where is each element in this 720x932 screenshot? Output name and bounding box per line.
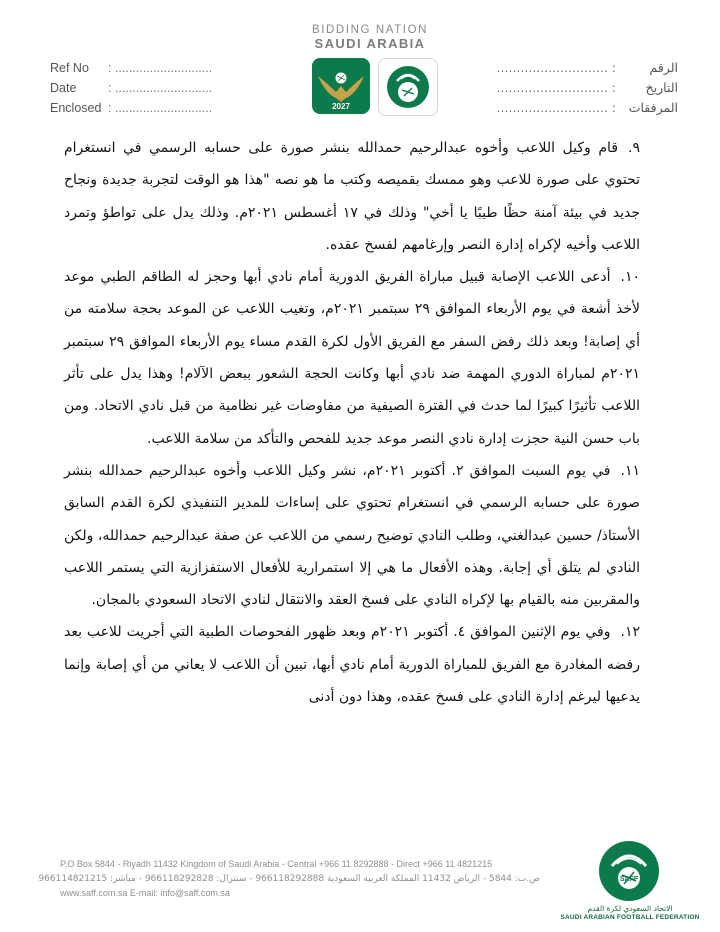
paragraph-12 xyxy=(64,616,640,713)
paragraph-number: ١١. xyxy=(620,462,640,479)
footer-address-arabic: ص.ب: 5844 - الرياض 11432 المملكة العربية السعودية 966118292888 - سنترال: 966118292828 - مباشر: 966114821215 xyxy=(38,873,540,884)
saff-small-logo xyxy=(378,58,438,116)
date-label: Date xyxy=(50,81,77,95)
paragraph-text: في يوم السبت الموافق ٢. أكتوبر ٢٠٢١م، نشر وكيل اللاعب وأخوه عبدالرحيم حمدالله بنشر صورة على حسابه الرسمي في انستغرام تحتوي على إساءات للمدير التنفيذي لكرة القدم السابق الأستاذ/ حسين عبدالغني، وطلب النادي توضيح رسمي من اللاعب عن صفة عبدالرحيم حمدالله، ولكن النادي لم يتلق أي إجابة. وهذه الأفعال ما هي إلا استمرارية للأفعال الاستفزازية التي يستمر اللاعب والمقربين منه بالقيام بها لإكراه النادي على فسخ العقد والانتقال لنادي الاتحاد السعودي بالمجان. xyxy=(64,462,640,609)
paragraph-11 xyxy=(64,455,640,616)
saff-caption-english: SAUDI ARABIAN FOOTBALL FEDERATION xyxy=(560,914,700,921)
paragraph-text: قام وكيل اللاعب وأخوه عبدالرحيم حمدالله بنشر صورة على حسابه الرسمي في انستغرام تحتوي على صورة للاعب وهو ممسك بقميصه وكتب ما هو نصه "هذا هو الوقت لتجربة جديدة ونجاح جديد في بيئة آمنة حظًا طيبًا يا أخي" وذلك في ١٧ أغسطس ٢٠٢١م. وذلك يدل على تواطؤ وتمرد اللاعب وأخيه لإكراه إدارة النصر وإرغامهم لفسخ عقده. xyxy=(64,140,640,253)
logo-year: 2027 xyxy=(332,102,350,111)
paragraph-number: ١٠. xyxy=(620,269,640,286)
saudi-arabia-text: SAUDI ARABIA xyxy=(314,36,426,51)
bidding-nation-text: BIDDING NATION xyxy=(311,24,429,36)
paragraph-number: ٩. xyxy=(628,140,640,156)
paragraph-text: أدعى اللاعب الإصابة قبيل مباراة الفريق الدورية أمام نادي أبها وحجز له الطاقم الطبي موعد لأخذ أشعة في يوم الأربعاء الموافق ٢٩ سبتمبر ٢٠٢١م، وتغيب اللاعب عن الموعد بحجة سلامته من أي إصابة! وبعد ذلك رفض السفر مع الفريق الأول لكرة القدم مساء يوم الأربعاء الموافق ٢٩ سبتمبر ٢٠٢١م لمباراة الدوري المهمة ضد نادي أبها وكانت الحجة الشعور ببعض الآلام! وهذا يدل على تأثر اللاعب تأثيرًا كبيرًا لما حدث في الفترة الصيفية من مفاوضات غير نظامية من قبل نادي الاتحاد. ومن باب حسن النية حجزت إدارة نادي النصر موعد جديد للفحص والتأكد من سلامة اللاعب. xyxy=(64,269,640,447)
saff-logo-text: SAFF xyxy=(619,876,639,883)
enclosed-value: : ............................ xyxy=(108,101,213,115)
paragraph-9 xyxy=(64,132,640,261)
ref-no-ar-value: : ............................ xyxy=(496,60,616,75)
enclosed-row xyxy=(50,98,212,118)
bid-2027-logo xyxy=(312,58,370,114)
date-value: : ............................ xyxy=(108,81,213,95)
footer-website-email: www.saff.com.sa E-mail: info@saff.com.sa xyxy=(60,888,230,898)
ref-no-value: : ............................ xyxy=(108,61,213,75)
enclosed-label: Enclosed xyxy=(50,101,102,115)
reference-fields-english xyxy=(50,58,212,118)
bidding-nation-heading xyxy=(290,24,450,51)
saff-caption xyxy=(560,904,700,921)
footer-address-english: P.O Box 5844 - Riyadh 11432 Kingdom of Saudi Arabia - Central +966 11 8292888 - Direct +966 11 4821215 xyxy=(60,859,493,869)
enclosed-ar-label: المرفقات xyxy=(628,100,678,115)
date-row xyxy=(50,78,212,98)
ref-no-label: Ref No xyxy=(50,61,89,75)
saff-caption-arabic: الاتحاد السعودي لكرة القدم xyxy=(587,904,673,913)
saff-logo-icon xyxy=(598,840,660,902)
paragraph-10 xyxy=(64,261,640,455)
enclosed-ar-row xyxy=(497,98,678,118)
paragraph-text: وفي يوم الإثنين الموافق ٤. أكتوبر ٢٠٢١م وبعد ظهور الفحوصات الطبية التي أجريت للاعب بعد رفضه المغادرة مع الفريق للمباراة الدورية أمام نادي أبها، تبين أن اللاعب لا يعاني من أي إصابة وإنما يدعيها ليرغم إدارة النادي على فسخ عقده، وهذا دون أدنى xyxy=(64,624,640,706)
enclosed-ar-value: : ............................ xyxy=(496,100,616,115)
ref-no-ar-label: الرقم xyxy=(649,60,678,75)
date-ar-row xyxy=(497,78,678,98)
saff-emblem-icon xyxy=(379,59,437,115)
ref-no-ar-row xyxy=(497,58,678,78)
footer-contact xyxy=(38,857,540,901)
document-body xyxy=(64,132,640,713)
date-ar-label: التاريخ xyxy=(645,80,678,95)
reference-fields-arabic xyxy=(497,58,678,118)
date-ar-value: : ............................ xyxy=(496,80,616,95)
paragraph-number: ١٢. xyxy=(620,624,641,641)
ref-no-row xyxy=(50,58,212,78)
